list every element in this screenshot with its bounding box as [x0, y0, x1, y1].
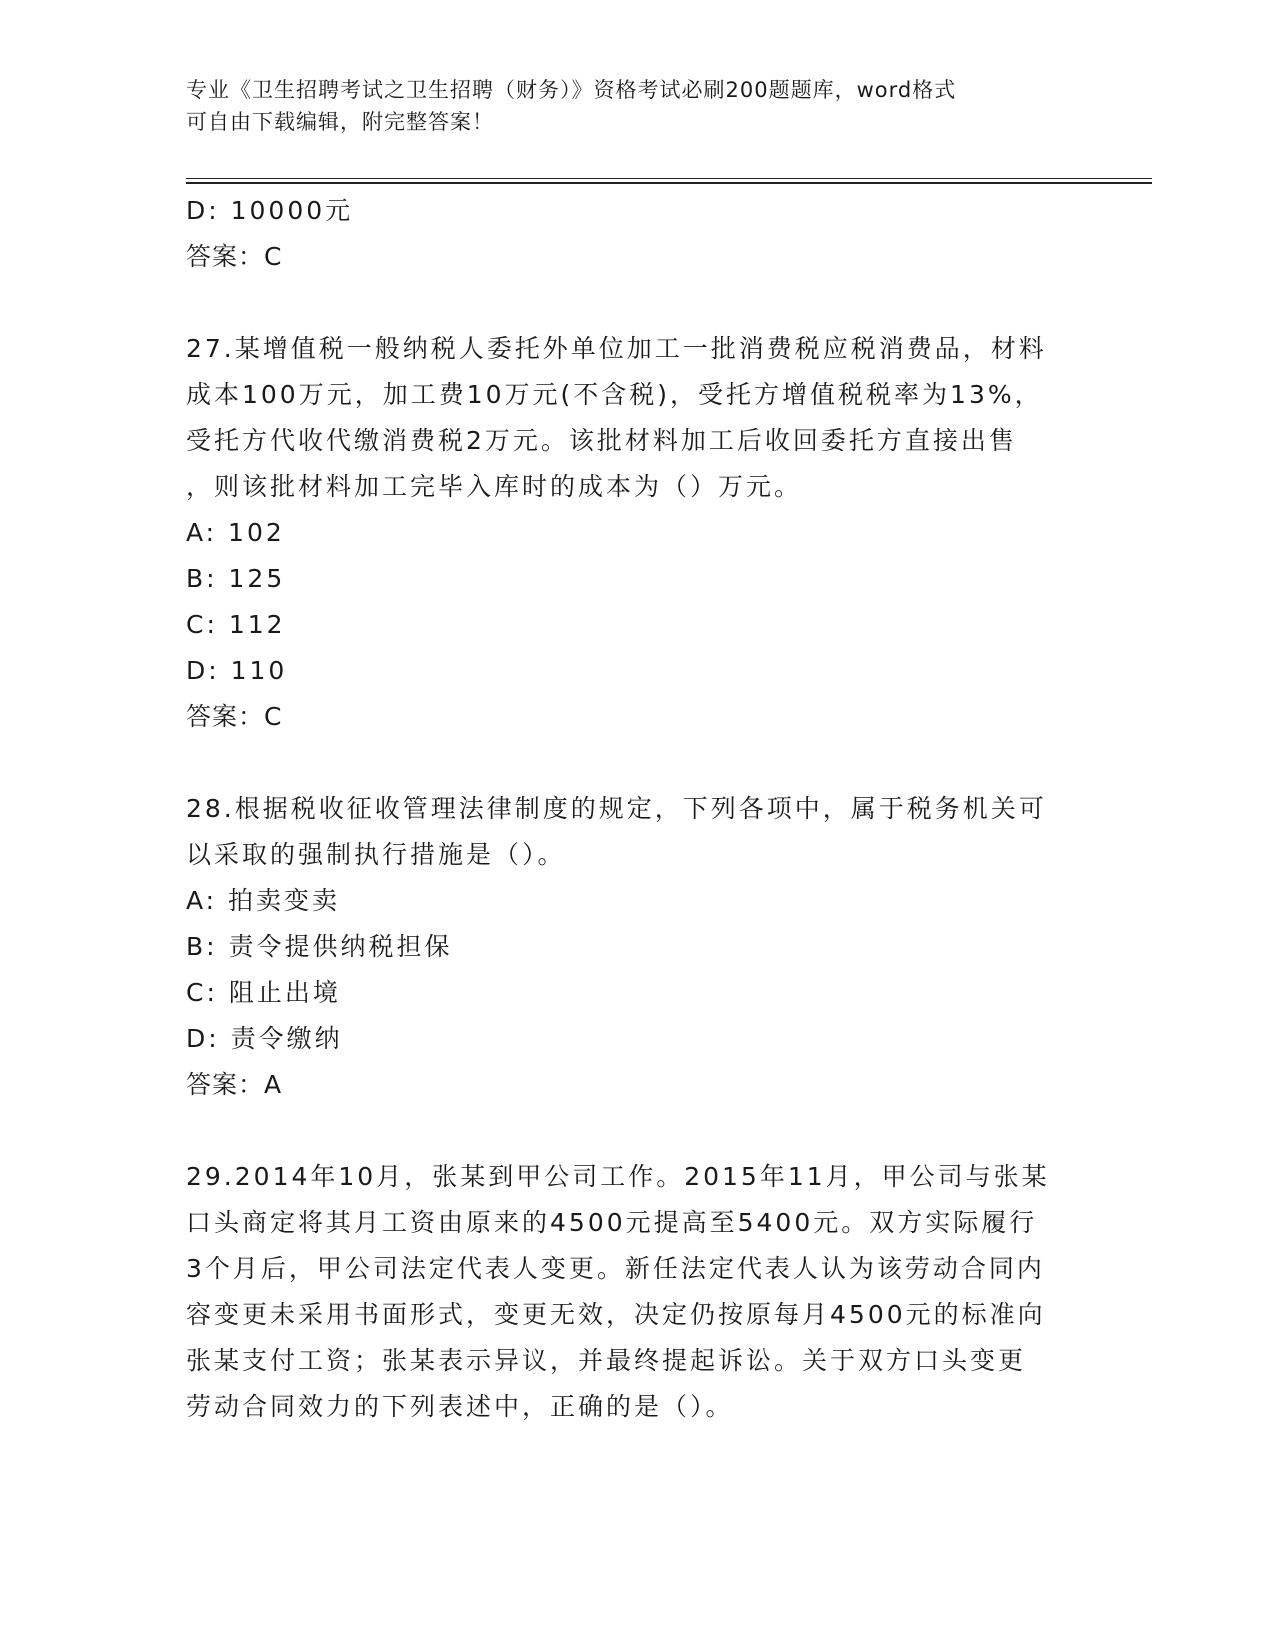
question-26-tail	[186, 188, 1086, 280]
document-body	[186, 188, 1086, 1430]
option-a: A: 拍卖变卖	[186, 886, 341, 915]
option-c: C: 112	[186, 610, 286, 639]
header-rule-top	[186, 178, 1152, 179]
question-text-line: 27.某增值税一般纳税人委托外单位加工一批消费税应税消费品，材料	[186, 334, 1047, 363]
question-28	[186, 786, 1086, 1108]
header-rule-bottom	[186, 182, 1152, 184]
question-text-line: 以采取的强制执行措施是（）。	[186, 840, 566, 869]
question-text-line: 张某支付工资；张某表示异议，并最终提起诉讼。关于双方口头变更	[186, 1346, 1027, 1375]
question-text-line: 成本100万元，加工费10万元(不含税)，受托方增值税税率为13%，	[186, 380, 1043, 409]
question-text-line: 28.根据税收征收管理法律制度的规定，下列各项中，属于税务机关可	[186, 794, 1047, 823]
header-line-1: 专业《卫生招聘考试之卫生招聘（财务）》资格考试必刷200题题库，word格式	[186, 78, 957, 102]
header-line-2: 可自由下载编辑，附完整答案！	[186, 110, 494, 134]
answer: 答案：C	[186, 242, 283, 271]
spacer	[186, 1108, 1086, 1154]
option-d: D: 责令缴纳	[186, 1024, 343, 1053]
spacer	[186, 280, 1086, 326]
option-d: D: 10000元	[186, 196, 354, 225]
question-27	[186, 326, 1086, 740]
question-text-line: ，则该批材料加工完毕入库时的成本为（）万元。	[186, 472, 803, 501]
question-text-line: 3个月后，甲公司法定代表人变更。新任法定代表人认为该劳动合同内	[186, 1254, 1045, 1283]
option-d: D: 110	[186, 656, 288, 685]
option-b: B: 125	[186, 564, 286, 593]
option-c: C: 阻止出境	[186, 978, 341, 1007]
question-text-line: 受托方代收代缴消费税2万元。该批材料加工后收回委托方直接出售	[186, 426, 1017, 455]
answer: 答案：A	[186, 1070, 283, 1099]
question-text-line: 容变更未采用书面形式，变更无效，决定仍按原每月4500元的标准向	[186, 1300, 1046, 1329]
option-b: B: 责令提供纳税担保	[186, 932, 453, 961]
answer: 答案：C	[186, 702, 283, 731]
question-text-line: 29.2014年10月，张某到甲公司工作。2015年11月，甲公司与张某	[186, 1162, 1050, 1191]
document-header	[186, 74, 1066, 138]
option-a: A: 102	[186, 518, 285, 547]
spacer	[186, 740, 1086, 786]
question-29	[186, 1154, 1086, 1430]
question-text-line: 劳动合同效力的下列表述中，正确的是（）。	[186, 1392, 734, 1421]
question-text-line: 口头商定将其月工资由原来的4500元提高至5400元。双方实际履行	[186, 1208, 1038, 1237]
